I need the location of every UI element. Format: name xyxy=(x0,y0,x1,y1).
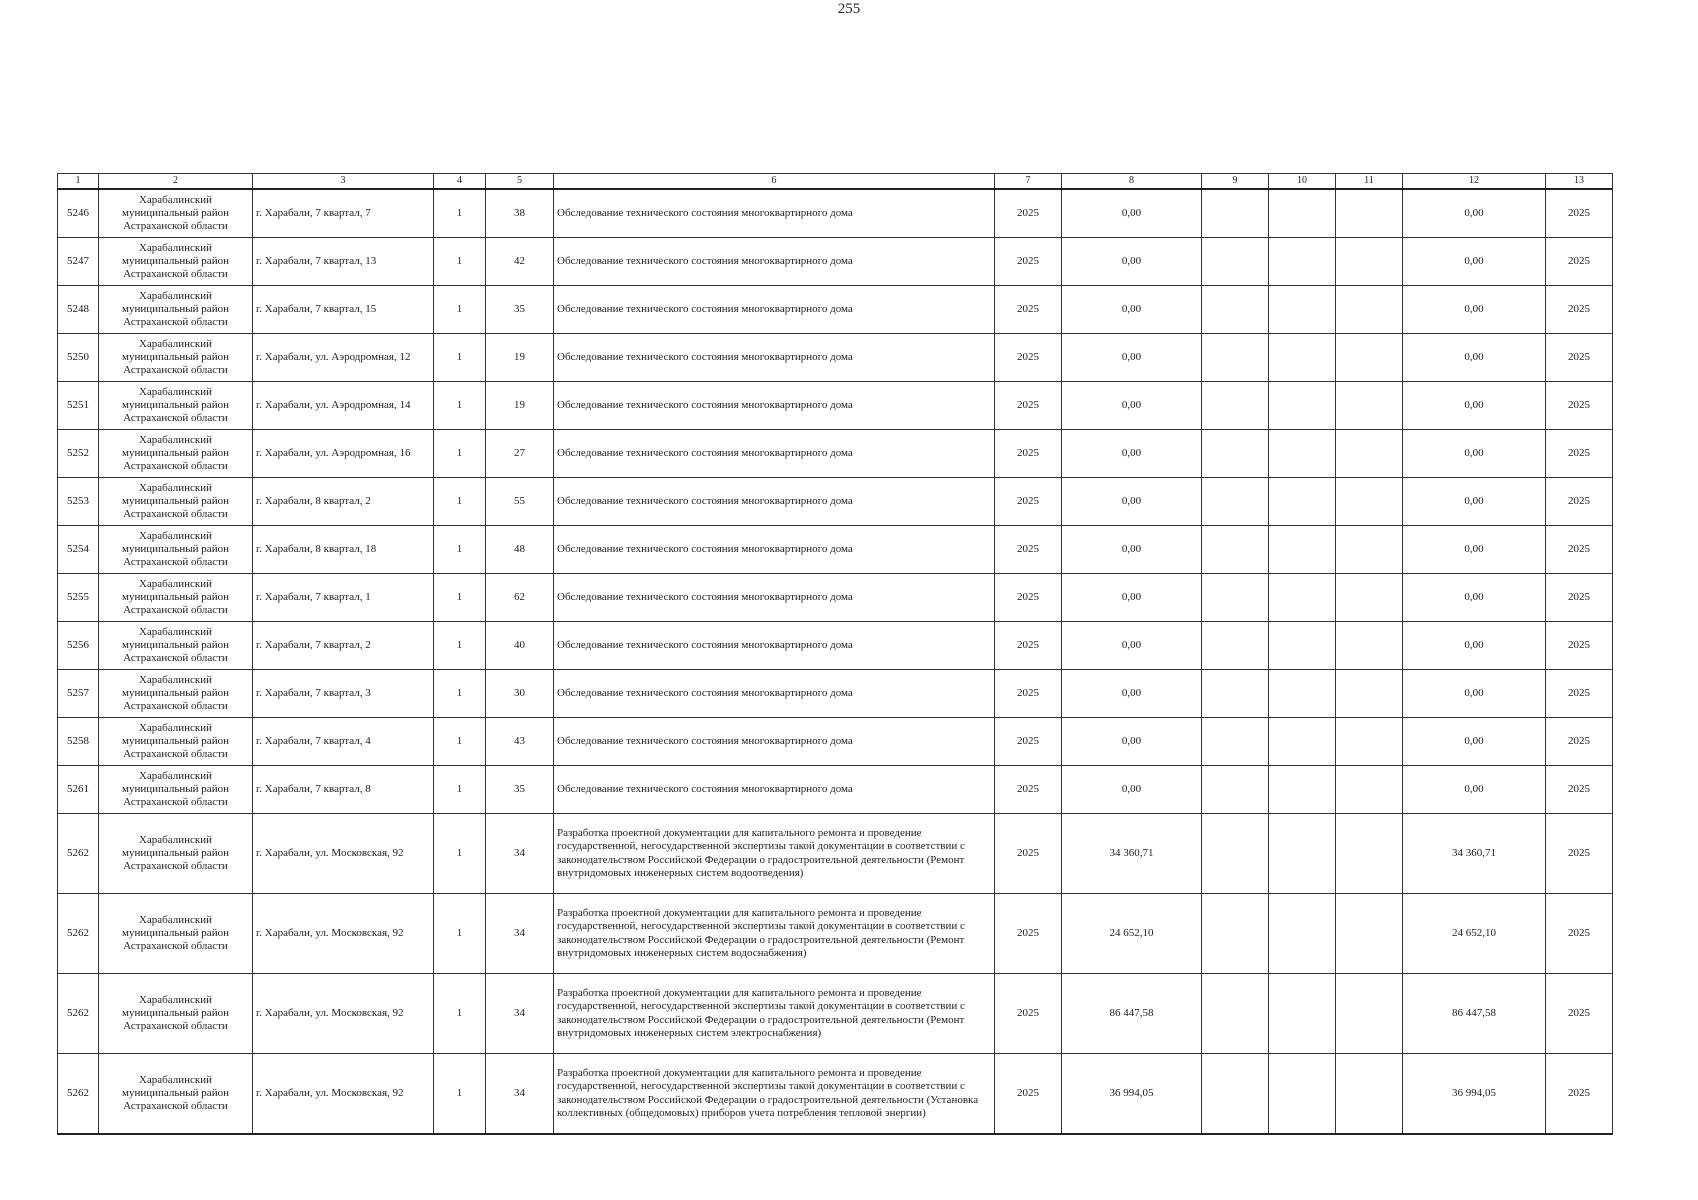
column-9-cell xyxy=(1202,894,1269,974)
column-9-cell xyxy=(1202,766,1269,814)
total-cell: 0,00 xyxy=(1403,430,1546,478)
table-row xyxy=(58,574,1613,622)
cost-cell: 24 652,10 xyxy=(1062,894,1202,974)
row-number: 5257 xyxy=(58,670,99,718)
municipality-cell: Харабалинский муниципальный район Астраханской области xyxy=(99,238,253,286)
municipality-cell: Харабалинский муниципальный район Астраханской области xyxy=(99,766,253,814)
column-4-cell: 1 xyxy=(434,974,486,1054)
address-cell: г. Харабали, ул. Московская, 92 xyxy=(253,1054,434,1135)
column-4-cell: 1 xyxy=(434,382,486,430)
table-row xyxy=(58,286,1613,334)
column-10-cell xyxy=(1269,622,1336,670)
total-cell: 0,00 xyxy=(1403,334,1546,382)
column-4-cell: 1 xyxy=(434,430,486,478)
total-cell: 0,00 xyxy=(1403,622,1546,670)
total-cell: 0,00 xyxy=(1403,382,1546,430)
column-10-cell xyxy=(1269,238,1336,286)
column-10-cell xyxy=(1269,766,1336,814)
address-cell: г. Харабали, 7 квартал, 15 xyxy=(253,286,434,334)
total-cell: 34 360,71 xyxy=(1403,814,1546,894)
column-13-cell: 2025 xyxy=(1546,718,1613,766)
address-cell: г. Харабали, ул. Московская, 92 xyxy=(253,814,434,894)
column-9-cell xyxy=(1202,526,1269,574)
work-type-cell: Обследование технического состояния многоквартирного дома xyxy=(554,189,995,238)
address-cell: г. Харабали, 7 квартал, 13 xyxy=(253,238,434,286)
column-11-cell xyxy=(1336,430,1403,478)
column-5-cell: 34 xyxy=(486,974,554,1054)
column-header: 4 xyxy=(434,174,486,190)
year-cell: 2025 xyxy=(995,189,1062,238)
column-13-cell: 2025 xyxy=(1546,670,1613,718)
column-header: 1 xyxy=(58,174,99,190)
column-11-cell xyxy=(1336,478,1403,526)
column-9-cell xyxy=(1202,670,1269,718)
year-cell: 2025 xyxy=(995,478,1062,526)
year-cell: 2025 xyxy=(995,286,1062,334)
table-row xyxy=(58,670,1613,718)
year-cell: 2025 xyxy=(995,814,1062,894)
column-11-cell xyxy=(1336,1054,1403,1135)
address-cell: г. Харабали, 8 квартал, 18 xyxy=(253,526,434,574)
row-number: 5246 xyxy=(58,189,99,238)
year-cell: 2025 xyxy=(995,622,1062,670)
total-cell: 0,00 xyxy=(1403,478,1546,526)
work-type-cell: Разработка проектной документации для капитального ремонта и проведение государственной, негосударственной экспертизы такой документации в соответствии с законодательством Российской Федерации о градостроительной деятельности (Ремонт внутридомовых инженерных систем водоотведения) xyxy=(554,814,995,894)
column-13-cell: 2025 xyxy=(1546,189,1613,238)
municipality-cell: Харабалинский муниципальный район Астраханской области xyxy=(99,718,253,766)
work-type-cell: Обследование технического состояния многоквартирного дома xyxy=(554,430,995,478)
year-cell: 2025 xyxy=(995,670,1062,718)
address-cell: г. Харабали, ул. Аэродромная, 14 xyxy=(253,382,434,430)
column-13-cell: 2025 xyxy=(1546,526,1613,574)
column-13-cell: 2025 xyxy=(1546,478,1613,526)
column-9-cell xyxy=(1202,718,1269,766)
column-10-cell xyxy=(1269,189,1336,238)
cost-cell: 0,00 xyxy=(1062,189,1202,238)
column-5-cell: 48 xyxy=(486,526,554,574)
municipality-cell: Харабалинский муниципальный район Астраханской области xyxy=(99,478,253,526)
column-4-cell: 1 xyxy=(434,718,486,766)
column-13-cell: 2025 xyxy=(1546,814,1613,894)
table-row xyxy=(58,894,1613,974)
year-cell: 2025 xyxy=(995,718,1062,766)
total-cell: 0,00 xyxy=(1403,766,1546,814)
total-cell: 0,00 xyxy=(1403,189,1546,238)
table-row xyxy=(58,430,1613,478)
row-number: 5248 xyxy=(58,286,99,334)
column-11-cell xyxy=(1336,622,1403,670)
column-9-cell xyxy=(1202,189,1269,238)
municipality-cell: Харабалинский муниципальный район Астраханской области xyxy=(99,334,253,382)
work-type-cell: Обследование технического состояния многоквартирного дома xyxy=(554,766,995,814)
column-13-cell: 2025 xyxy=(1546,894,1613,974)
row-number: 5262 xyxy=(58,1054,99,1135)
column-11-cell xyxy=(1336,526,1403,574)
column-11-cell xyxy=(1336,382,1403,430)
column-11-cell xyxy=(1336,334,1403,382)
row-number: 5256 xyxy=(58,622,99,670)
table-row xyxy=(58,814,1613,894)
address-cell: г. Харабали, ул. Аэродромная, 12 xyxy=(253,334,434,382)
table-row xyxy=(58,718,1613,766)
municipality-cell: Харабалинский муниципальный район Астраханской области xyxy=(99,574,253,622)
page-number: 255 xyxy=(837,1,861,17)
row-number: 5250 xyxy=(58,334,99,382)
column-13-cell: 2025 xyxy=(1546,574,1613,622)
year-cell: 2025 xyxy=(995,238,1062,286)
address-cell: г. Харабали, 7 квартал, 1 xyxy=(253,574,434,622)
work-type-cell: Обследование технического состояния многоквартирного дома xyxy=(554,718,995,766)
column-13-cell: 2025 xyxy=(1546,238,1613,286)
address-cell: г. Харабали, ул. Аэродромная, 16 xyxy=(253,430,434,478)
total-cell: 0,00 xyxy=(1403,238,1546,286)
column-header: 2 xyxy=(99,174,253,190)
column-13-cell: 2025 xyxy=(1546,334,1613,382)
address-cell: г. Харабали, 7 квартал, 8 xyxy=(253,766,434,814)
total-cell: 86 447,58 xyxy=(1403,974,1546,1054)
row-number: 5251 xyxy=(58,382,99,430)
row-number: 5261 xyxy=(58,766,99,814)
column-9-cell xyxy=(1202,622,1269,670)
work-type-cell: Обследование технического состояния многоквартирного дома xyxy=(554,382,995,430)
total-cell: 0,00 xyxy=(1403,670,1546,718)
row-number: 5262 xyxy=(58,974,99,1054)
column-9-cell xyxy=(1202,574,1269,622)
year-cell: 2025 xyxy=(995,526,1062,574)
cost-cell: 86 447,58 xyxy=(1062,974,1202,1054)
column-4-cell: 1 xyxy=(434,814,486,894)
cost-cell: 34 360,71 xyxy=(1062,814,1202,894)
cost-cell: 0,00 xyxy=(1062,574,1202,622)
cost-cell: 0,00 xyxy=(1062,670,1202,718)
municipality-cell: Харабалинский муниципальный район Астраханской области xyxy=(99,814,253,894)
work-type-cell: Обследование технического состояния многоквартирного дома xyxy=(554,238,995,286)
municipality-cell: Харабалинский муниципальный район Астраханской области xyxy=(99,382,253,430)
column-10-cell xyxy=(1269,670,1336,718)
municipality-cell: Харабалинский муниципальный район Астраханской области xyxy=(99,526,253,574)
column-10-cell xyxy=(1269,1054,1336,1135)
column-5-cell: 19 xyxy=(486,382,554,430)
column-10-cell xyxy=(1269,526,1336,574)
address-cell: г. Харабали, 7 квартал, 4 xyxy=(253,718,434,766)
total-cell: 0,00 xyxy=(1403,718,1546,766)
column-10-cell xyxy=(1269,478,1336,526)
column-13-cell: 2025 xyxy=(1546,430,1613,478)
work-type-cell: Обследование технического состояния многоквартирного дома xyxy=(554,622,995,670)
column-5-cell: 34 xyxy=(486,814,554,894)
column-header: 13 xyxy=(1546,174,1613,190)
cost-cell: 0,00 xyxy=(1062,286,1202,334)
address-cell: г. Харабали, ул. Московская, 92 xyxy=(253,894,434,974)
column-header: 5 xyxy=(486,174,554,190)
row-number: 5262 xyxy=(58,814,99,894)
year-cell: 2025 xyxy=(995,1054,1062,1135)
year-cell: 2025 xyxy=(995,894,1062,974)
column-4-cell: 1 xyxy=(434,526,486,574)
column-4-cell: 1 xyxy=(434,334,486,382)
cost-cell: 0,00 xyxy=(1062,334,1202,382)
column-header: 9 xyxy=(1202,174,1269,190)
column-13-cell: 2025 xyxy=(1546,1054,1613,1135)
column-10-cell xyxy=(1269,382,1336,430)
municipality-cell: Харабалинский муниципальный район Астраханской области xyxy=(99,974,253,1054)
column-10-cell xyxy=(1269,574,1336,622)
column-10-cell xyxy=(1269,718,1336,766)
column-9-cell xyxy=(1202,286,1269,334)
row-number: 5247 xyxy=(58,238,99,286)
table-row xyxy=(58,974,1613,1054)
column-5-cell: 35 xyxy=(486,766,554,814)
table-body xyxy=(58,189,1613,1134)
cost-cell: 0,00 xyxy=(1062,622,1202,670)
cost-cell: 36 994,05 xyxy=(1062,1054,1202,1135)
table-row xyxy=(58,478,1613,526)
cost-cell: 0,00 xyxy=(1062,766,1202,814)
total-cell: 36 994,05 xyxy=(1403,1054,1546,1135)
year-cell: 2025 xyxy=(995,766,1062,814)
column-5-cell: 40 xyxy=(486,622,554,670)
column-9-cell xyxy=(1202,1054,1269,1135)
column-5-cell: 30 xyxy=(486,670,554,718)
work-type-cell: Обследование технического состояния многоквартирного дома xyxy=(554,526,995,574)
column-11-cell xyxy=(1336,974,1403,1054)
column-9-cell xyxy=(1202,430,1269,478)
work-type-cell: Обследование технического состояния многоквартирного дома xyxy=(554,670,995,718)
year-cell: 2025 xyxy=(995,382,1062,430)
total-cell: 0,00 xyxy=(1403,574,1546,622)
table-row xyxy=(58,526,1613,574)
registry-table xyxy=(57,173,1613,1135)
column-9-cell xyxy=(1202,974,1269,1054)
column-11-cell xyxy=(1336,286,1403,334)
column-4-cell: 1 xyxy=(434,670,486,718)
column-5-cell: 34 xyxy=(486,1054,554,1135)
year-cell: 2025 xyxy=(995,974,1062,1054)
table-row xyxy=(58,766,1613,814)
column-11-cell xyxy=(1336,574,1403,622)
column-9-cell xyxy=(1202,478,1269,526)
table-header xyxy=(58,174,1613,190)
column-4-cell: 1 xyxy=(434,238,486,286)
municipality-cell: Харабалинский муниципальный район Астраханской области xyxy=(99,670,253,718)
municipality-cell: Харабалинский муниципальный район Астраханской области xyxy=(99,286,253,334)
column-9-cell xyxy=(1202,814,1269,894)
column-4-cell: 1 xyxy=(434,894,486,974)
row-number: 5258 xyxy=(58,718,99,766)
column-13-cell: 2025 xyxy=(1546,622,1613,670)
column-9-cell xyxy=(1202,334,1269,382)
column-header: 11 xyxy=(1336,174,1403,190)
column-13-cell: 2025 xyxy=(1546,974,1613,1054)
column-4-cell: 1 xyxy=(434,478,486,526)
table-row xyxy=(58,1054,1613,1135)
year-cell: 2025 xyxy=(995,334,1062,382)
cost-cell: 0,00 xyxy=(1062,526,1202,574)
column-10-cell xyxy=(1269,814,1336,894)
year-cell: 2025 xyxy=(995,574,1062,622)
column-11-cell xyxy=(1336,189,1403,238)
work-type-cell: Обследование технического состояния многоквартирного дома xyxy=(554,574,995,622)
column-4-cell: 1 xyxy=(434,189,486,238)
column-4-cell: 1 xyxy=(434,286,486,334)
column-5-cell: 19 xyxy=(486,334,554,382)
municipality-cell: Харабалинский муниципальный район Астраханской области xyxy=(99,189,253,238)
column-5-cell: 62 xyxy=(486,574,554,622)
row-number: 5254 xyxy=(58,526,99,574)
total-cell: 0,00 xyxy=(1403,526,1546,574)
column-11-cell xyxy=(1336,766,1403,814)
cost-cell: 0,00 xyxy=(1062,382,1202,430)
total-cell: 0,00 xyxy=(1403,286,1546,334)
column-5-cell: 43 xyxy=(486,718,554,766)
column-header: 8 xyxy=(1062,174,1202,190)
work-type-cell: Разработка проектной документации для капитального ремонта и проведение государственной, негосударственной экспертизы такой документации в соответствии с законодательством Российской Федерации о градостроительной деятельности (Ремонт внутридомовых инженерных систем водоснабжения) xyxy=(554,894,995,974)
column-10-cell xyxy=(1269,430,1336,478)
cost-cell: 0,00 xyxy=(1062,430,1202,478)
column-11-cell xyxy=(1336,814,1403,894)
column-4-cell: 1 xyxy=(434,622,486,670)
column-10-cell xyxy=(1269,286,1336,334)
column-10-cell xyxy=(1269,334,1336,382)
column-5-cell: 34 xyxy=(486,894,554,974)
municipality-cell: Харабалинский муниципальный район Астраханской области xyxy=(99,1054,253,1135)
column-4-cell: 1 xyxy=(434,1054,486,1135)
table-row xyxy=(58,622,1613,670)
address-cell: г. Харабали, 7 квартал, 3 xyxy=(253,670,434,718)
total-cell: 24 652,10 xyxy=(1403,894,1546,974)
row-number: 5255 xyxy=(58,574,99,622)
column-5-cell: 38 xyxy=(486,189,554,238)
row-number: 5252 xyxy=(58,430,99,478)
table-row xyxy=(58,382,1613,430)
column-10-cell xyxy=(1269,974,1336,1054)
year-cell: 2025 xyxy=(995,430,1062,478)
work-type-cell: Обследование технического состояния многоквартирного дома xyxy=(554,286,995,334)
column-9-cell xyxy=(1202,382,1269,430)
column-9-cell xyxy=(1202,238,1269,286)
address-cell: г. Харабали, 7 квартал, 7 xyxy=(253,189,434,238)
column-header: 10 xyxy=(1269,174,1336,190)
column-5-cell: 35 xyxy=(486,286,554,334)
column-header: 12 xyxy=(1403,174,1546,190)
address-cell: г. Харабали, 7 квартал, 2 xyxy=(253,622,434,670)
column-5-cell: 27 xyxy=(486,430,554,478)
column-11-cell xyxy=(1336,718,1403,766)
column-4-cell: 1 xyxy=(434,766,486,814)
row-number: 5253 xyxy=(58,478,99,526)
work-type-cell: Разработка проектной документации для капитального ремонта и проведение государственной, негосударственной экспертизы такой документации в соответствии с законодательством Российской Федерации о градостроительной деятельности (Установка коллективных (общедомовых) приборов учета потребления тепловой энергии) xyxy=(554,1054,995,1135)
column-header: 6 xyxy=(554,174,995,190)
municipality-cell: Харабалинский муниципальный район Астраханской области xyxy=(99,430,253,478)
header-row xyxy=(58,174,1613,190)
table-row xyxy=(58,334,1613,382)
table-row xyxy=(58,189,1613,238)
municipality-cell: Харабалинский муниципальный район Астраханской области xyxy=(99,894,253,974)
column-11-cell xyxy=(1336,894,1403,974)
column-11-cell xyxy=(1336,670,1403,718)
table-row xyxy=(58,238,1613,286)
column-4-cell: 1 xyxy=(434,574,486,622)
cost-cell: 0,00 xyxy=(1062,238,1202,286)
column-13-cell: 2025 xyxy=(1546,286,1613,334)
column-13-cell: 2025 xyxy=(1546,382,1613,430)
work-type-cell: Разработка проектной документации для капитального ремонта и проведение государственной, негосударственной экспертизы такой документации в соответствии с законодательством Российской Федерации о градостроительной деятельности (Ремонт внутридомовых инженерных систем электроснабжения) xyxy=(554,974,995,1054)
column-11-cell xyxy=(1336,238,1403,286)
work-type-cell: Обследование технического состояния многоквартирного дома xyxy=(554,478,995,526)
column-header: 7 xyxy=(995,174,1062,190)
work-type-cell: Обследование технического состояния многоквартирного дома xyxy=(554,334,995,382)
column-5-cell: 55 xyxy=(486,478,554,526)
column-header: 3 xyxy=(253,174,434,190)
column-5-cell: 42 xyxy=(486,238,554,286)
cost-cell: 0,00 xyxy=(1062,478,1202,526)
municipality-cell: Харабалинский муниципальный район Астраханской области xyxy=(99,622,253,670)
column-13-cell: 2025 xyxy=(1546,766,1613,814)
cost-cell: 0,00 xyxy=(1062,718,1202,766)
row-number: 5262 xyxy=(58,894,99,974)
column-10-cell xyxy=(1269,894,1336,974)
address-cell: г. Харабали, 8 квартал, 2 xyxy=(253,478,434,526)
address-cell: г. Харабали, ул. Московская, 92 xyxy=(253,974,434,1054)
